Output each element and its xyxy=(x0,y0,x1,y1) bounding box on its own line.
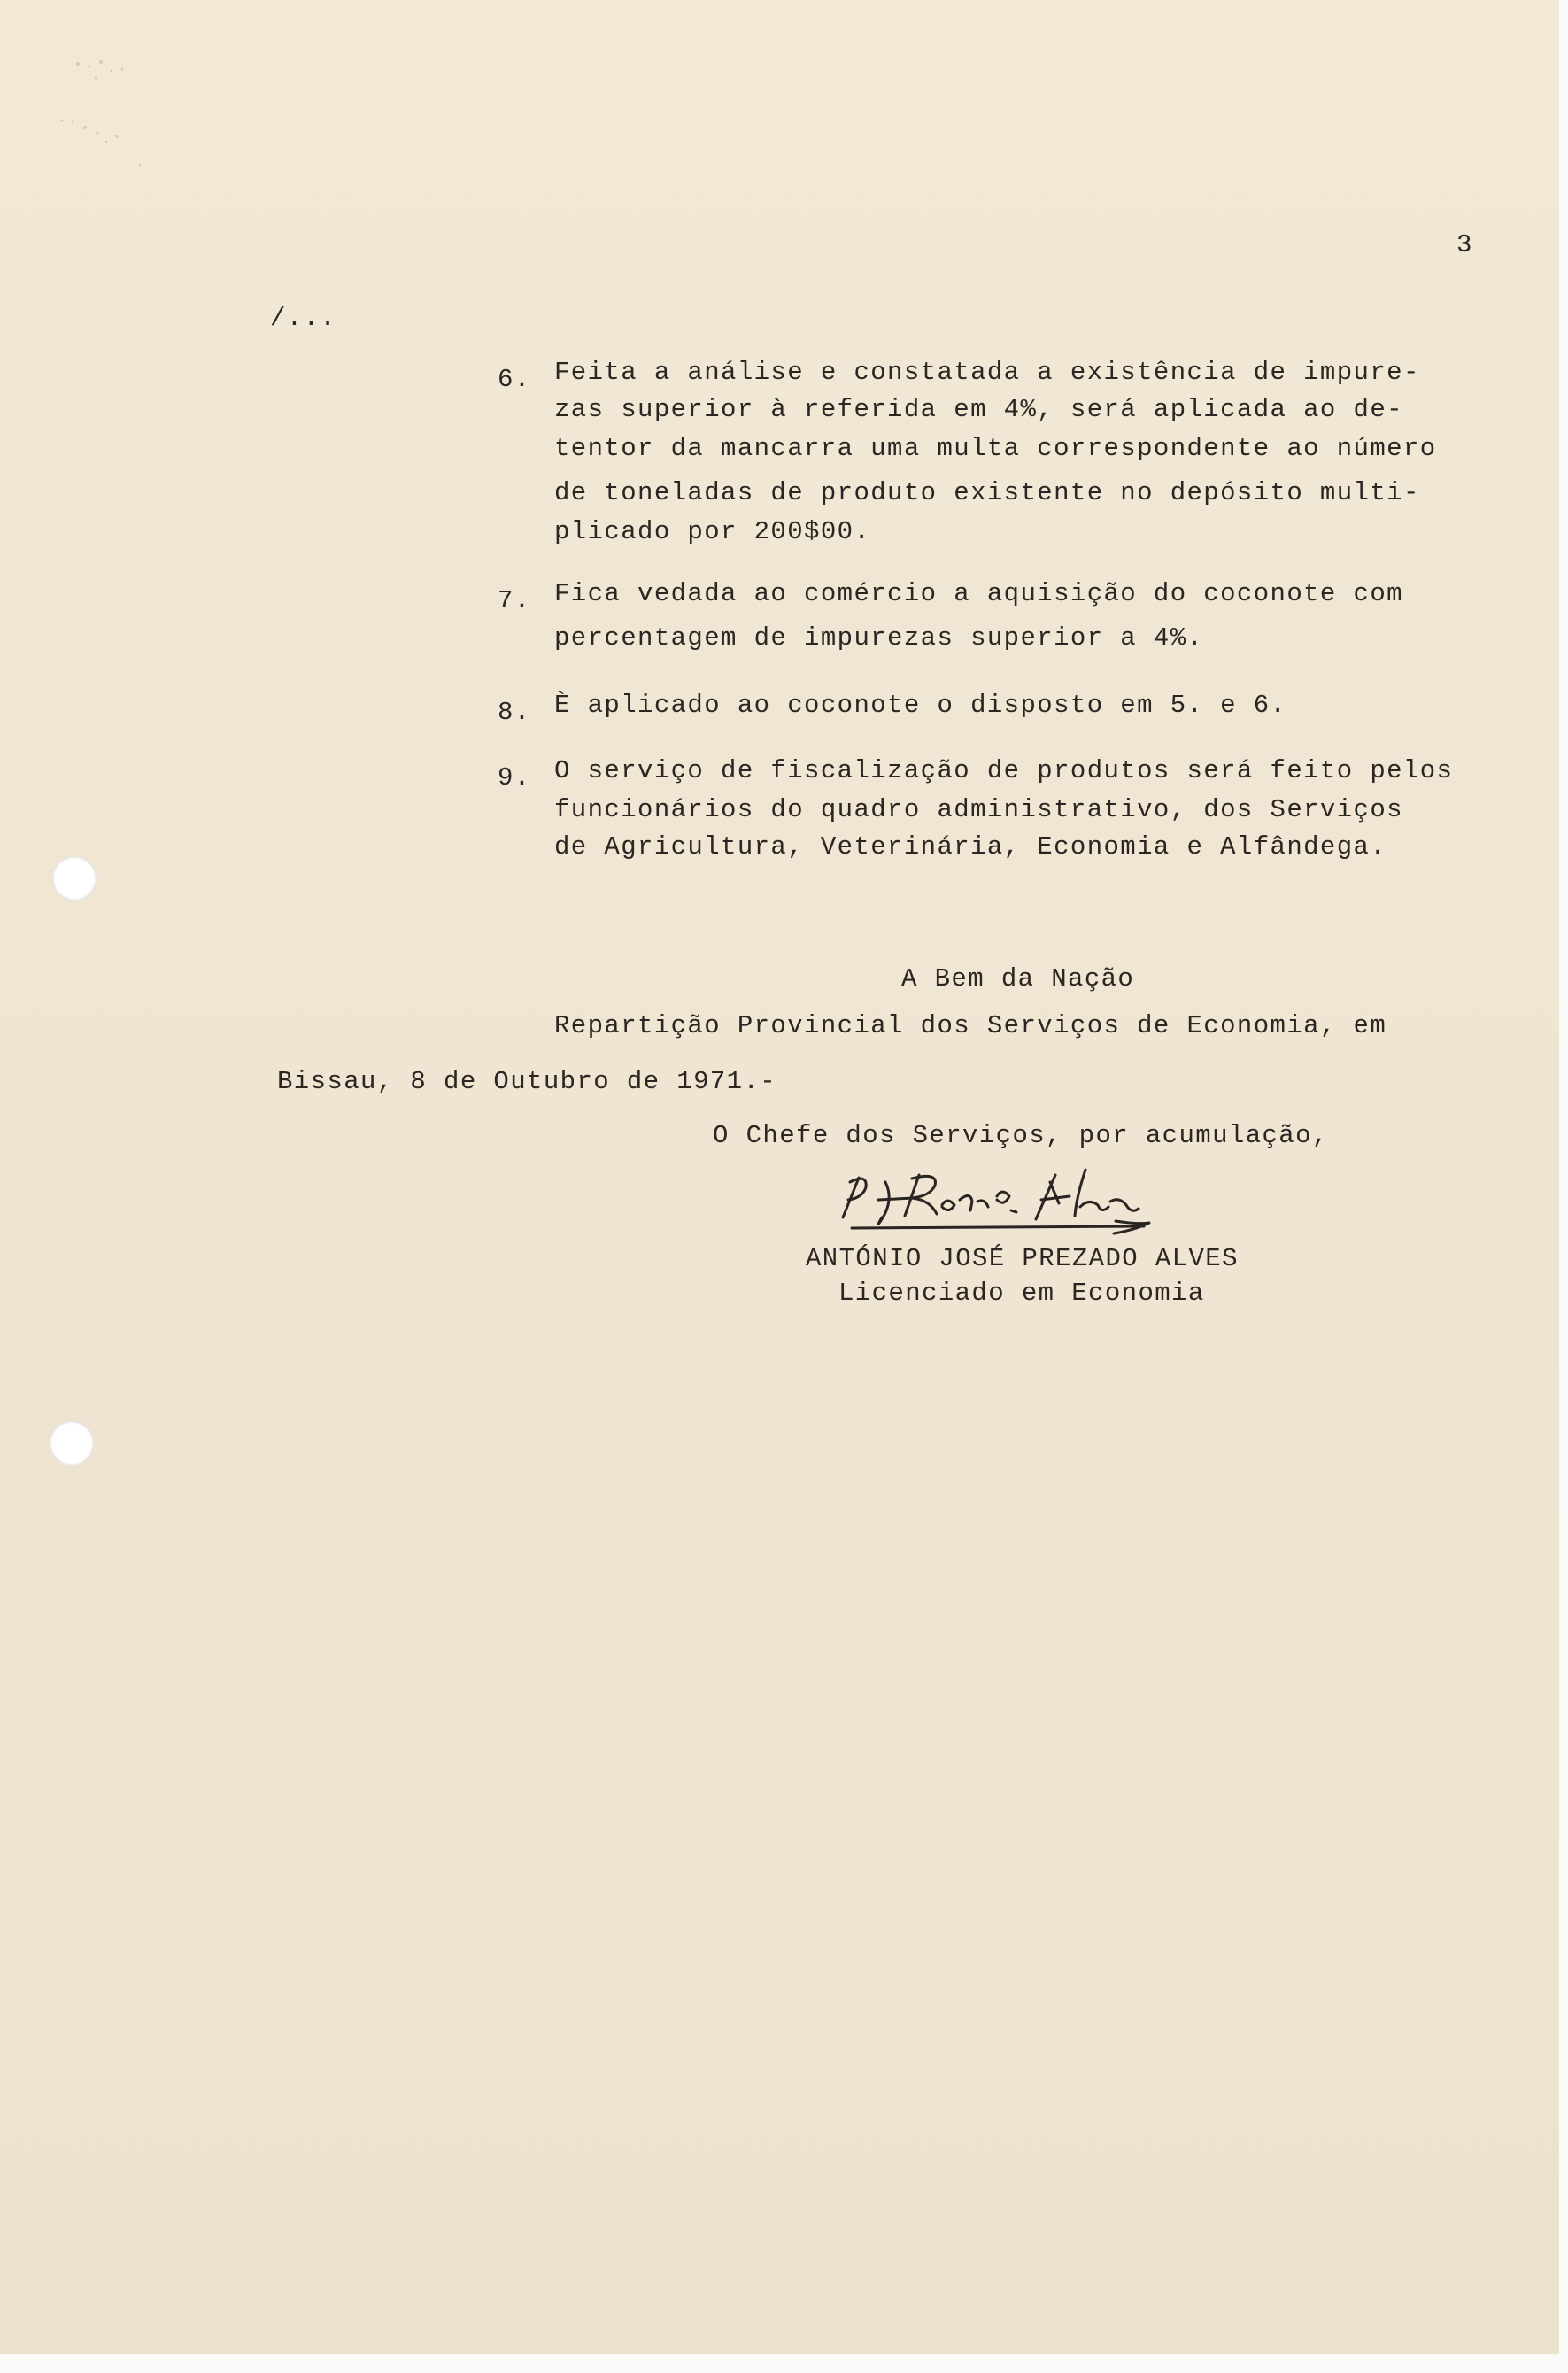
punch-hole xyxy=(52,856,97,901)
page-edge xyxy=(1559,0,1568,2373)
paper-stain xyxy=(42,44,149,177)
item-number: 8. xyxy=(498,698,531,727)
item-line: funcionários do quadro administrativo, dos Serviços xyxy=(554,795,1403,824)
item-number: 9. xyxy=(498,763,531,792)
handwritten-signature xyxy=(797,1156,1213,1244)
item-line: de toneladas de produto existente no depósito multi- xyxy=(554,478,1420,507)
item-line: È aplicado ao coconote o disposto em 5. e 6. xyxy=(554,691,1287,720)
closing-department: Repartição Provincial dos Serviços de Economia, em xyxy=(554,1011,1387,1040)
item-line: de Agricultura, Veterinária, Economia e Alfândega. xyxy=(554,832,1387,862)
item-line: Feita a análise e constatada a existência de impure- xyxy=(554,358,1420,387)
page-edge xyxy=(0,2354,1568,2373)
closing-place-date: Bissau, 8 de Outubro de 1971.- xyxy=(277,1067,777,1096)
closing-salutation: A Bem da Nação xyxy=(901,964,1135,993)
item-line: tentor da mancarra uma multa correspondente ao número xyxy=(554,434,1437,463)
item-number: 7. xyxy=(498,586,531,615)
item-line: Fica vedada ao comércio a aquisição do coconote com xyxy=(554,579,1403,608)
signatory-title: Licenciado em Economia xyxy=(838,1279,1205,1308)
continuation-mark: /... xyxy=(270,304,337,333)
item-line: O serviço de fiscalização de produtos será feito pelos xyxy=(554,756,1454,785)
item-line: plicado por 200$00. xyxy=(554,517,871,546)
punch-hole xyxy=(50,1421,94,1465)
signatory-role: O Chefe dos Serviços, por acumulação, xyxy=(713,1121,1329,1150)
item-number: 6. xyxy=(498,365,531,394)
page-number: 3 xyxy=(1456,230,1473,259)
item-line: zas superior à referida em 4%, será aplicada ao de- xyxy=(554,395,1403,424)
item-line: percentagem de impurezas superior a 4%. xyxy=(554,623,1204,653)
signatory-name: ANTÓNIO JOSÉ PREZADO ALVES xyxy=(806,1244,1239,1273)
